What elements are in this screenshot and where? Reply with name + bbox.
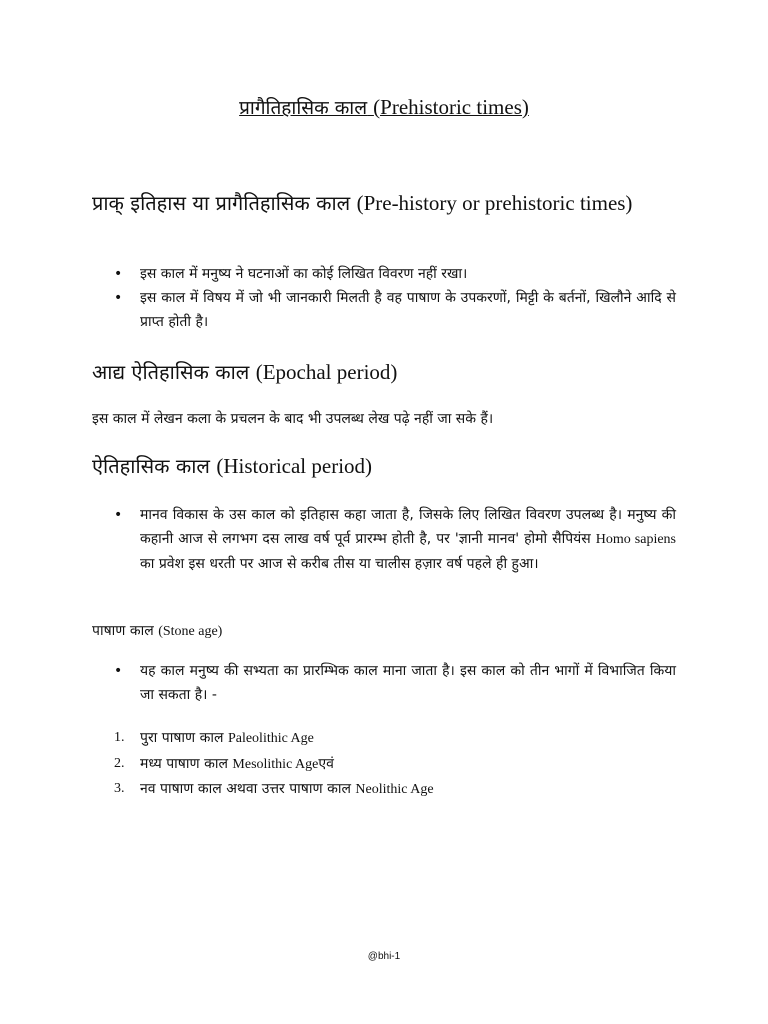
historical-bullet-list <box>92 503 676 576</box>
heading-hindi: पाषाण काल <box>92 623 154 639</box>
bullet-text: यह काल मनुष्य की सभ्यता का प्रारम्भिक काल माना जाता है। इस काल को तीन भागों में विभाजित किया जा सकता है। - <box>140 663 676 703</box>
item-hindi: पुरा पाषाण काल <box>140 730 224 746</box>
heading-english: (Pre-history or prehistoric times) <box>356 191 633 215</box>
list-item <box>92 659 676 707</box>
heading-english: (Epochal period) <box>255 360 398 384</box>
stone-age-numbered-list <box>92 726 676 803</box>
item-english: Mesolithic Age <box>232 756 319 772</box>
page-footer: @bhi-1 <box>367 951 401 962</box>
heading-english: (Historical period) <box>216 454 373 478</box>
list-item <box>92 286 676 334</box>
item-hindi: नव पाषाण काल अथवा उत्तर पाषाण काल <box>140 781 351 797</box>
bullet-text-part2: का प्रवेश इस धरती पर आज से करीब तीस या चालीस हज़ार वर्ष पहले ही हुआ। <box>140 556 539 572</box>
bullet-icon: • <box>114 290 123 306</box>
heading-hindi: ऐतिहासिक काल <box>92 454 210 478</box>
item-english: Paleolithic Age <box>227 731 314 746</box>
title-english: (Prehistoric times) <box>373 95 529 119</box>
section-heading-prehistory <box>92 188 676 219</box>
section-heading-historical <box>92 452 372 479</box>
section-heading-epochal <box>92 358 397 385</box>
bullet-icon: • <box>114 663 123 679</box>
bullet-text: इस काल में विषय में जो भी जानकारी मिलती है वह पाषाण के उपकरणों, मिट्टी के बर्तनों, खिलौने आदि से प्राप्त होती है। <box>140 290 676 330</box>
prehistory-bullet-list <box>92 262 676 334</box>
bullet-text-english: Homo sapiens <box>595 532 676 547</box>
item-suffix: एवं <box>318 755 334 772</box>
page-title <box>0 94 768 120</box>
list-item <box>92 262 676 286</box>
epochal-paragraph: इस काल में लेखन कला के प्रचलन के बाद भी उपलब्ध लेख पढ़े नहीं जा सके हैं। <box>92 411 494 427</box>
list-number: 3. <box>114 781 125 796</box>
bullet-icon: • <box>114 507 123 523</box>
heading-english: (Stone age) <box>158 624 223 639</box>
item-hindi: मध्य पाषाण काल <box>140 755 228 772</box>
item-english: Neolithic Age <box>355 782 434 797</box>
bullet-text-part1: मानव विकास के उस काल को इतिहास कहा जाता है, जिसके लिए लिखित विवरण उपलब्ध है। मनुष्य की कहानी आज से लगभग दस लाख वर्ष पूर्व प्रारम्भ होती है, पर 'ज्ञानी मानव' होमो सैपियंस <box>140 507 676 547</box>
bullet-text: इस काल में मनुष्य ने घटनाओं का कोई लिखित विवरण नहीं रखा। <box>140 266 468 282</box>
title-hindi: प्रागैतिहासिक काल <box>239 97 368 119</box>
section-heading-stone-age <box>92 619 676 644</box>
list-item <box>92 726 676 752</box>
heading-hindi: प्राक् इतिहास या प्रागैतिहासिक काल <box>92 191 351 215</box>
list-item <box>92 752 676 778</box>
list-item <box>92 777 676 803</box>
list-number: 1. <box>114 730 125 745</box>
bullet-icon: • <box>114 266 123 282</box>
list-item <box>92 503 676 576</box>
heading-hindi: आद्य ऐतिहासिक काल <box>92 360 250 384</box>
stone-age-bullet-list <box>92 659 676 707</box>
list-number: 2. <box>114 755 125 771</box>
